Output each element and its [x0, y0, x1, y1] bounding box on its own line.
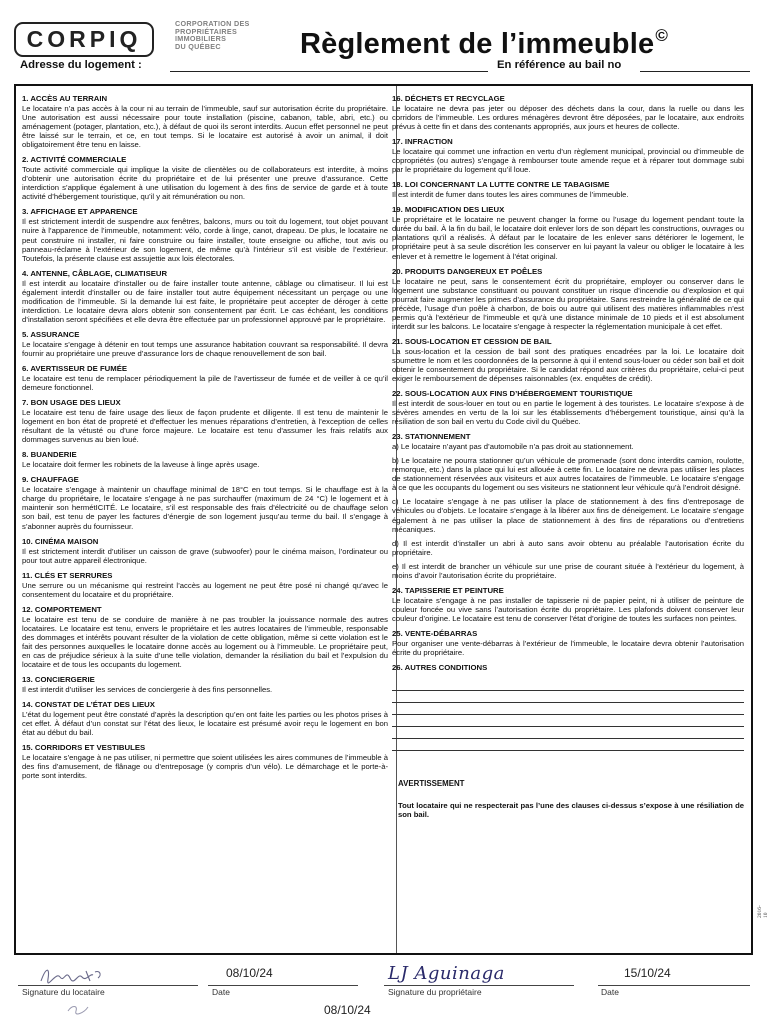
rule-title: 23. STATIONNEMENT [392, 432, 471, 442]
rule-text: Le propriétaire et le locataire ne peuvent changer la forme ou l’usage du logement pendant toute la durée du bail. À la fin du bail, le locataire doit enlever lors de son départ les constructions, ouvrages ou plantations qu’il a réalisés. À défaut par le locataire de les enlever sans détériorer le logement, le propriétaire peut à sa seule discrétion les conserver en lui payant la valeur ou obliger le locataire à les enlever et à remettre le logement à l’état original. [392, 215, 744, 261]
rule-title: 4. ANTENNE, CÂBLAGE, CLIMATISEUR [22, 268, 168, 278]
rule-section [22, 537, 388, 565]
corp-line: PROPRIÉTAIRES [175, 26, 238, 36]
form-version-code: 2016-10 [757, 905, 769, 918]
rule-section [22, 330, 388, 358]
rule-title: 25. VENTE-DÉBARRAS [392, 628, 478, 638]
rule-text: Le locataire est tenu de remplacer périodiquement la pile de l’avertisseur de fumée et de veiller à ce qu’il demeure fonctionnel. [22, 373, 388, 393]
rule-text: L’état du logement peut être constaté d’après la description qu’en ont faite les parties ou les photos prises à cet effet. À défaut d’un constat sur l’état des lieux, le locataire est présumé avoir reçu le logement en bon état au début du bail. [22, 710, 388, 738]
corpiq-logo: CORPIQ [14, 22, 154, 57]
rule-text: b) Le locataire ne pourra stationner qu’un véhicule de promenade (sont donc interdits camion, roulotte, remorque, etc.) dans la place qui lui est allouée à cette fin. Le locataire ne devra pas utiliser les places de stationnement réservées aux visiteurs et aux autres locataires de l’immeuble. Le locataire s’engage à ce que les occupants du logement ou ses visiteurs ne stationnent leur véhicule qu’à l’endroit désigné. [392, 456, 744, 493]
rule-section [22, 398, 388, 444]
rule-section [392, 663, 744, 673]
title-text: Règlement de l’immeuble [300, 28, 655, 60]
rule-title: 2. ACTIVITÉ COMMERCIALE [22, 155, 127, 165]
rule-title: 22. SOUS-LOCATION AUX FINS D’HÉBERGEMENT TOURISTIQUE [392, 389, 633, 399]
rule-text: Le locataire doit fermer les robinets de la laveuse à linge après usage. [22, 460, 260, 470]
copyright-symbol: © [655, 26, 669, 45]
rule-section [392, 337, 744, 383]
rule-section [22, 155, 388, 201]
rule-text: Le locataire est tenu de se conduire de manière à ne pas troubler la jouissance normale des autres locataires. Le locataire est tenu, envers le propriétaire et les autres locataires de l’immeuble, responsable des dommages et intérêts pouvant résulter de la violation de cette obligation, même si cette violation est le fait des personnes auxquelles le locataire donne accès au logement ou à l’immeuble. Le propriétaire peut, en cas de préjudice sérieux à la suite d’une telle violation, demander la résiliation du bail et l’expulsion du locataire et de tous les occupants du logement. [22, 614, 388, 669]
initials-mark [64, 1001, 94, 1017]
rule-title: 16. DÉCHETS ET RECYCLAGE [392, 94, 505, 103]
rule-section [392, 137, 744, 174]
other-conditions-lines[interactable] [392, 679, 744, 751]
corporation-name [175, 20, 250, 50]
rule-title: 11. CLÉS ET SERRURES [22, 570, 113, 580]
condition-line[interactable] [392, 691, 744, 703]
warning-box [392, 779, 744, 819]
tenant-signature-line[interactable] [18, 985, 198, 986]
rule-section [392, 267, 744, 331]
owner-signature-caption: Signature du propriétaire [388, 987, 482, 997]
rule-section [22, 450, 388, 469]
rule-section [22, 269, 388, 324]
rule-section [392, 180, 744, 199]
tenant-date-line[interactable] [208, 985, 358, 986]
extra-date-value: 08/10/24 [324, 1003, 371, 1017]
rule-section [22, 700, 388, 737]
rule-section [22, 475, 388, 530]
left-column [22, 94, 388, 786]
condition-line[interactable] [392, 739, 744, 751]
rule-text: Le locataire s’engage à ne pas installer de tapisserie ni de papier peint, ni à utiliser de peinture de couleur foncée ou vive sans l’autorisation écrite du propriétaire. Les plafonds doivent conserver leur couleur d’origine. Le locataire est tenu de conserver l’état d’origine de toutes les surfaces non peintes. [392, 595, 744, 623]
rule-text: Il est strictement interdit de suspendre aux fenêtres, balcons, murs ou toit du logement, tout objet pouvant nuire à l’apparence de l’immeuble, notamment: vélo, corde à linge, canot, drapeau. De plus, le locataire ne peut construire ni installer, ni faire construire ou faire installer, toute enseigne ou affiche, tout avis ou panneau-réclame à l’extérieur de son logement, de même qu’à l’intérieur s’il est visible de l’extérieur. Toutefois, la présente clause est assujettie aux lois électorales. [22, 217, 388, 263]
warning-text: Tout locataire qui ne respecterait pas l’une des clauses ci-dessus s’expose à une résiliation de son bail. [398, 800, 744, 819]
lease-reference-label: En référence au bail no [497, 59, 622, 71]
rule-title: 17. INFRACTION [392, 137, 453, 147]
rule-text: Le locataire n’a pas accès à la cour ni au terrain de l’immeuble, sauf sur autorisation écrite du propriétaire. Une autorisation est aussi nécessaire pour toute installation (piscine, cabanon, table, abri, etc.) ou aménagement (potager, plantation, etc.), à défaut de quoi ils seront interdits. Aucun effet personnel ne peut être laissé sur le terrain, et ce, en tout temps. Si le locataire est autorisé à avoir un animal, il doit obligatoirement être tenu en laisse. [22, 104, 388, 150]
rule-title: 18. LOI CONCERNANT LA LUTTE CONTRE LE TABAGISME [392, 180, 610, 190]
address-label: Adresse du logement : [20, 59, 142, 71]
condition-line[interactable] [392, 679, 744, 691]
rule-section [22, 207, 388, 262]
condition-line[interactable] [392, 703, 744, 715]
rule-text: a) Le locataire n’ayant pas d’automobile n’a pas droit au stationnement. [392, 442, 634, 452]
corp-line: CORPORATION DES [175, 19, 250, 28]
condition-line[interactable] [392, 727, 744, 739]
rule-title: 7. BON USAGE DES LIEUX [22, 398, 121, 408]
rule-title: 12. COMPORTEMENT [22, 604, 102, 614]
rule-text: La sous-location et la cession de bail sont des pratiques encadrées par la loi. Le locataire doit soumettre le nom et les coordonnées de la personne à qui il entend sous-louer ou céder son bail et doit obtenir le consentement du propriétaire. Si le candidat répond aux critères du propriétaire, celui-ci peut exiger le remboursement de dépenses raisonnables (ex. enquêtes de crédit). [392, 346, 744, 383]
rule-text: Le locataire est tenu de faire usage des lieux de façon prudente et diligente. Il est tenu de maintenir le logement en bon état de propreté et d’effectuer les menues réparations d’entretien, à l’exception de celles résultant de la vétusté ou d’une force majeure. Le locataire est tenu d’assumer les frais relatifs aux dommages survenus au bien loué. [22, 408, 388, 445]
rule-section [22, 364, 388, 392]
rule-title: 8. BUANDERIE [22, 450, 77, 460]
rule-title: 3. AFFICHAGE ET APPARENCE [22, 207, 138, 217]
owner-signature-line[interactable] [384, 985, 574, 986]
rule-text: Une serrure ou un mécanisme qui restreint l’accès au logement ne peut être posé ni changé qu’avec le consentement du locataire et du propriétaire. [22, 580, 388, 599]
owner-date-caption: Date [601, 987, 619, 997]
rule-text: Pour organiser une vente-débarras à l’extérieur de l’immeuble, le locataire devra obtenir l’autorisation écrite du propriétaire. [392, 638, 744, 657]
corp-line: DU QUÉBEC [175, 41, 221, 51]
lease-number-field[interactable] [640, 71, 750, 72]
rule-title: 14. CONSTAT DE L’ÉTAT DES LIEUX [22, 700, 155, 710]
rule-text: Le locataire qui commet une infraction en vertu d’un règlement municipal, provincial ou d’immeuble de copropriétés (ou autres) s’engage à rembourser toute amende reçue et à réparer tout dommage subi par le propriétaire du logement qu’il loue. [392, 147, 744, 175]
rule-section [392, 629, 744, 657]
rule-text: Il est interdit de sous-louer en tout ou en partie le logement à des touristes. Le locataire s’expose à de sévères amendes en vertu de la loi sur les établissements d’hébergement touristique, ainsi qu’à la résiliation de son bail en vertu du Code civil du Québec. [392, 399, 744, 427]
rule-section [392, 432, 744, 580]
rule-title: 24. TAPISSERIE ET PEINTURE [392, 585, 504, 595]
rule-text: Il est strictement interdit d’utiliser un caisson de grave (subwoofer) pour le cinéma maison, l’ordinateur ou pour tout autre appareil électronique. [22, 546, 388, 565]
tenant-signature-mark [38, 963, 108, 987]
rule-section [22, 605, 388, 669]
rule-text: d) Il est interdit d’installer un abri à auto sans avoir obtenu au préalable l’autorisation écrite du propriétaire. [392, 538, 744, 557]
corp-line: IMMOBILIERS [175, 34, 227, 44]
rule-section [392, 205, 744, 260]
rule-section [22, 743, 388, 780]
rule-text: Toute activité commerciale qui implique la visite de clientèles ou de collaborateurs est interdite, à moins d’obtenir une autorisation écrite du propriétaire et de lui présenter une preuve d’assurance. Cette interdiction s’applique également à une utilisation du logement à des fins de service de garde et à toute activité d’hébergement touristique, qu’il y ait rémunération ou non. [22, 165, 388, 202]
rule-text: Il est interdit de fumer dans toutes les aires communes de l’immeuble. [392, 190, 629, 200]
owner-date-value: 15/10/24 [624, 966, 671, 980]
rule-title: 19. MODIFICATION DES LIEUX [392, 205, 505, 215]
rule-text: e) Il est interdit de brancher un véhicule sur une prise de courant située à l’extérieur du logement, à moins d’avoir l’autorisation écrite du propriétaire. [392, 561, 744, 580]
rule-text: Il est interdit d’utiliser les services de conciergerie à des fins personnelles. [22, 685, 273, 695]
rules-frame [14, 84, 753, 955]
tenant-signature-caption: Signature du locataire [22, 987, 105, 997]
rule-title: 5. ASSURANCE [22, 329, 80, 339]
rule-title: 9. CHAUFFAGE [22, 475, 79, 485]
address-field[interactable] [170, 71, 488, 72]
rule-title: 1. ACCÈS AU TERRAIN [22, 94, 108, 103]
owner-signature: LJ Aguinaga [388, 963, 505, 984]
rule-section [22, 94, 388, 149]
rule-text: Le locataire s’engage à maintenir un chauffage minimal de 18°C en tout temps. Si le chauffage est à la charge du propriétaire, le locataire s’engage à ne pas surchauffer (maximum de 24 °C) le logement et à maintenir son hermétICITÉ. Le locataire, s’il est responsable des frais d’électricité ou de chauffage selon son bail, est tenu de payer les factures d’énergie de son logement jusqu’au terme du bail. Il s’engage à s’abonner auprès du fournisseur. [22, 485, 388, 531]
tenant-date-caption: Date [212, 987, 230, 997]
warning-title: AVERTISSEMENT [398, 778, 465, 788]
right-sections [392, 94, 744, 673]
rule-section [22, 675, 388, 694]
rule-text: Le locataire ne devra pas jeter ou déposer des déchets dans la cour, dans la ruelle ou dans les corridors de l’immeuble. Les ordures ménagères devront être déposées, par le locataire, aux endroits prévus à cette fin et dans des contenants appropriés, aux jours et heures de collecte. [392, 104, 744, 132]
owner-date-line[interactable] [598, 985, 750, 986]
rule-text: c) Le locataire s’engage à ne pas utiliser la place de stationnement à des fins d’entreposage de véhicules ou d’objets. Le locataire s’engage à la libérer aux fins de déneigement. Le locataire s’engage également à ne pas utiliser la place de stationnement à des fins de réparations ou d’entretiens mécaniques. [392, 497, 744, 534]
rule-text: Le locataire s’engage à détenir en tout temps une assurance habitation couvrant sa responsabilité. Il devra fournir au propriétaire une preuve d’assurance lors de chaque renouvellement de son bail. [22, 339, 388, 358]
rule-section [392, 586, 744, 623]
rule-title: 13. CONCIERGERIE [22, 675, 95, 685]
rule-title: 20. PRODUITS DANGEREUX ET POÊLES [392, 266, 543, 276]
rule-title: 15. CORRIDORS ET VESTIBULES [22, 743, 146, 753]
rule-section [22, 571, 388, 599]
right-column [392, 94, 744, 819]
rule-title: 10. CINÉMA MAISON [22, 536, 99, 546]
rule-section [392, 389, 744, 426]
rule-title: 6. AVERTISSEUR DE FUMÉE [22, 363, 128, 373]
tenant-date-value: 08/10/24 [226, 966, 273, 980]
rule-title: 21. SOUS-LOCATION ET CESSION DE BAIL [392, 336, 552, 346]
rule-text: Il est interdit au locataire d’installer ou de faire installer toute antenne, câblage ou climatiseur. Il lui est également interdit d’installer ou de faire installer tout autre équipement nécessitant un perçage ou une modification de l’immeuble. Si la demande lui est faite, le propriétaire peut accepter de déroger à cette interdiction. Le locataire devra alors obtenir son consentement par écrit. Le cas échéant, les conditions d’installation seront spécifiées et elle devra être effectuée par un professionnel approuvé par le propriétaire. [22, 278, 388, 324]
rule-section [392, 94, 744, 131]
rule-text: Le locataire s’engage à ne pas utiliser, ni permettre que soient utilisées les aires communes de l’immeuble à des fins d’amusement, de flânage ou d’entreposage (y compris d’un vélo). Le démarchage et le porte-à-porte sont interdits. [22, 753, 388, 781]
document-title [300, 26, 668, 61]
condition-line[interactable] [392, 715, 744, 727]
rule-title: 26. AUTRES CONDITIONS [392, 663, 488, 673]
rule-text: Le locataire ne peut, sans le consentement écrit du propriétaire, employer ou conserver dans le logement une substance constituant ou pouvant constituer un risque d’incendie ou d’explosion et qui pourrait faire augmenter les primes d’assurance du propriétaire. Sans restreindre la généralité de ce qui précède, l’usage d’un poêle à charbon, de bois ou autre qui utilisent des matières inflammables n’est permis qu’à l’extérieur de l’immeuble et qu’à une distance minimale de 10 pieds et il est absolument interdit sur les balcons. Le locataire s’engage à respecter la réglementation municipale à cet effet. [392, 276, 744, 331]
